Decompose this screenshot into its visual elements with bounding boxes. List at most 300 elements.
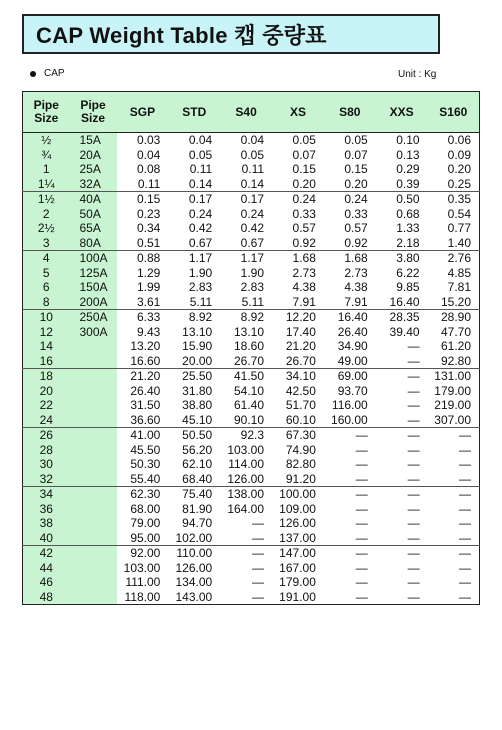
cell-weight: 0.24: [188, 206, 213, 221]
cell-dn-size: 65A: [70, 221, 117, 236]
cell-weight: 2.18: [396, 235, 420, 250]
cell-weight: 2.76: [428, 251, 480, 266]
cell-dn-size: [70, 502, 117, 517]
cell-weight: 0.04: [136, 147, 161, 162]
cell-weight: 0.17: [168, 192, 220, 207]
cell-weight: 61.20: [440, 339, 471, 354]
cell-weight: 41.50: [220, 369, 272, 384]
cell-weight: 94.70: [182, 516, 213, 531]
cell-weight: 116.00: [331, 398, 368, 413]
cell-weight: 103.00: [227, 442, 265, 457]
table-row: [23, 384, 480, 399]
cell-weight: 15.90: [182, 339, 213, 354]
cell-weight: 91.20: [285, 471, 316, 486]
table-row: [23, 325, 480, 340]
cell-weight: 13.20: [130, 339, 161, 354]
cell-weight: —: [407, 353, 420, 368]
cell-weight: 138.00: [220, 487, 272, 502]
table-row: [23, 443, 480, 458]
cell-weight: 2.83: [188, 280, 213, 295]
cell-weight: 25.50: [168, 369, 220, 384]
cell-weight: —: [459, 471, 471, 486]
cell-dn-size: [70, 575, 117, 590]
cell-inch-size: 1: [23, 162, 70, 177]
cell-weight: 51.70: [285, 398, 316, 413]
cell-inch-size: 18: [23, 369, 70, 384]
cell-weight: 9.85: [396, 280, 420, 295]
cell-weight: 179.00: [434, 383, 471, 398]
cell-weight: —: [252, 516, 265, 531]
cell-weight: 0.20: [292, 176, 316, 191]
cell-weight: 0.25: [447, 176, 471, 191]
cell-weight: 2.73: [292, 265, 316, 280]
cell-weight: 0.50: [376, 192, 428, 207]
cell-weight: 0.15: [117, 192, 169, 207]
table-row: [23, 295, 480, 310]
cell-weight: —: [252, 560, 265, 575]
cell-weight: 1.17: [168, 251, 220, 266]
cell-weight: —: [355, 575, 368, 590]
cell-dn-size: 125A: [70, 266, 117, 281]
cell-weight: 31.50: [130, 398, 161, 413]
cell-weight: —: [376, 369, 428, 384]
cell-weight: 7.91: [292, 294, 316, 309]
cell-weight: 134.00: [175, 575, 213, 590]
cell-weight: 1.68: [324, 251, 376, 266]
cell-weight: 42.50: [285, 383, 316, 398]
cell-inch-size: 3: [23, 236, 70, 251]
header-s160: S160: [428, 92, 480, 133]
table-row: [23, 207, 480, 222]
cell-weight: 0.20: [447, 162, 471, 177]
cell-weight: 0.33: [344, 206, 368, 221]
cell-weight: —: [459, 457, 471, 472]
cell-weight: —: [252, 530, 265, 545]
cell-inch-size: ½: [23, 133, 70, 148]
cap-weight-table: [22, 91, 480, 605]
cell-weight: 118.00: [124, 589, 161, 604]
cell-weight: —: [376, 487, 428, 502]
cell-weight: 54.10: [234, 383, 265, 398]
cell-weight: —: [355, 457, 368, 472]
cell-weight: —: [355, 560, 368, 575]
table-row: [23, 546, 480, 561]
table-row: [23, 339, 480, 354]
cell-weight: 0.09: [447, 147, 471, 162]
cell-weight: —: [407, 589, 420, 604]
cell-dn-size: [70, 516, 117, 531]
cell-weight: —: [407, 339, 420, 354]
cell-weight: 0.24: [272, 192, 324, 207]
cell-weight: 0.23: [136, 206, 161, 221]
table-row: [23, 531, 480, 546]
cell-weight: 0.35: [428, 192, 480, 207]
cell-dn-size: [70, 413, 117, 428]
cell-weight: —: [459, 560, 471, 575]
cell-weight: 0.14: [240, 176, 265, 191]
table-body: [23, 133, 480, 605]
cell-weight: 0.34: [136, 221, 161, 236]
cell-weight: 7.81: [447, 280, 471, 295]
cell-dn-size: [70, 546, 117, 561]
cell-weight: 62.10: [182, 457, 213, 472]
cell-weight: 26.40: [337, 324, 368, 339]
cell-weight: —: [407, 516, 420, 531]
cell-weight: 1.68: [272, 251, 324, 266]
cell-inch-size: 4: [23, 251, 70, 266]
table-row: [23, 354, 480, 369]
cell-inch-size: 48: [23, 590, 70, 605]
cell-weight: —: [407, 501, 420, 516]
cell-weight: —: [407, 412, 420, 427]
table-row: [23, 221, 480, 236]
cell-dn-size: 200A: [70, 295, 117, 310]
cell-inch-size: 46: [23, 575, 70, 590]
cell-weight: 21.20: [117, 369, 169, 384]
cell-weight: 0.04: [188, 133, 213, 148]
cell-weight: 0.24: [240, 206, 265, 221]
cell-inch-size: 1¼: [23, 177, 70, 192]
cell-dn-size: [70, 398, 117, 413]
cell-weight: 9.43: [136, 324, 161, 339]
cell-weight: —: [428, 487, 480, 502]
cell-inch-size: ¾: [23, 148, 70, 163]
cell-weight: 15.20: [440, 294, 471, 309]
cell-weight: 160.00: [331, 412, 368, 427]
cell-dn-size: 300A: [70, 325, 117, 340]
cell-weight: 49.00: [337, 353, 368, 368]
page-title: CAP Weight Table 캡 중량표: [36, 22, 327, 48]
cell-weight: 0.06: [447, 133, 471, 148]
cell-weight: 1.17: [220, 251, 272, 266]
cell-weight: 1.40: [447, 235, 471, 250]
table-row: [23, 502, 480, 517]
cell-weight: 1.90: [240, 265, 265, 280]
cell-inch-size: 42: [23, 546, 70, 561]
cell-weight: —: [324, 428, 376, 443]
table-row: [23, 428, 480, 443]
cell-weight: 0.24: [324, 192, 376, 207]
cell-weight: 137.00: [279, 530, 316, 545]
cell-dn-size: [70, 561, 117, 576]
cell-weight: 6.33: [117, 310, 169, 325]
header-xs: XS: [272, 92, 324, 133]
cell-weight: 1.90: [188, 265, 213, 280]
cell-weight: 26.40: [130, 383, 161, 398]
cell-weight: 0.15: [344, 162, 368, 177]
cell-weight: —: [407, 560, 420, 575]
cell-dn-size: [70, 457, 117, 472]
cell-weight: 0.05: [292, 133, 316, 148]
cell-dn-size: 50A: [70, 207, 117, 222]
header-s40: S40: [220, 92, 272, 133]
cell-weight: 67.30: [272, 428, 324, 443]
cell-weight: 2.83: [240, 280, 265, 295]
cell-weight: 0.68: [396, 206, 420, 221]
cell-weight: —: [459, 501, 471, 516]
cell-weight: 0.33: [292, 206, 316, 221]
cell-weight: 110.00: [168, 546, 220, 561]
cell-weight: 0.92: [344, 235, 368, 250]
cell-inch-size: 2: [23, 207, 70, 222]
cell-weight: 39.40: [389, 324, 420, 339]
cell-weight: 56.20: [182, 442, 213, 457]
cell-weight: 0.11: [241, 162, 265, 177]
table-row: [23, 590, 480, 605]
cell-weight: 45.50: [130, 442, 161, 457]
cell-weight: 16.40: [324, 310, 376, 325]
cell-weight: 0.11: [189, 162, 213, 177]
cell-weight: 0.42: [188, 221, 213, 236]
table-row: [23, 561, 480, 576]
cell-weight: 60.10: [285, 412, 316, 427]
cell-weight: 81.90: [182, 501, 213, 516]
cell-weight: 131.00: [428, 369, 480, 384]
cell-weight: 50.30: [130, 457, 161, 472]
cell-dn-size: 15A: [70, 133, 117, 148]
cell-weight: 3.80: [376, 251, 428, 266]
cell-weight: 38.80: [182, 398, 213, 413]
cell-weight: 0.08: [136, 162, 161, 177]
cell-dn-size: [70, 531, 117, 546]
cell-weight: 93.70: [337, 383, 368, 398]
header-pipe-size-inch: Pipe Size: [23, 92, 70, 133]
cell-weight: 92.00: [117, 546, 169, 561]
cell-weight: 0.05: [188, 147, 213, 162]
cell-weight: 31.80: [182, 383, 213, 398]
cell-weight: 62.30: [117, 487, 169, 502]
cell-weight: —: [324, 487, 376, 502]
cell-weight: 0.11: [137, 176, 161, 191]
cell-dn-size: [70, 339, 117, 354]
cell-weight: 1.29: [136, 265, 161, 280]
cell-weight: 3.61: [136, 294, 161, 309]
cell-dn-size: [70, 472, 117, 487]
cell-weight: 0.67: [188, 235, 213, 250]
cell-dn-size: 40A: [70, 192, 117, 207]
table-row: [23, 575, 480, 590]
table-row: [23, 251, 480, 266]
cell-weight: 1.33: [396, 221, 420, 236]
cell-weight: 26.70: [285, 353, 316, 368]
cell-weight: 0.15: [292, 162, 316, 177]
cell-weight: 16.60: [130, 353, 161, 368]
cell-weight: —: [376, 546, 428, 561]
cell-weight: —: [407, 383, 420, 398]
cell-weight: 8.92: [168, 310, 220, 325]
cell-weight: 103.00: [123, 560, 161, 575]
cell-weight: 36.60: [130, 412, 161, 427]
cell-weight: 1.99: [136, 280, 161, 295]
cell-weight: 219.00: [434, 398, 471, 413]
cell-weight: 126.00: [279, 516, 316, 531]
cell-weight: 92.80: [440, 353, 471, 368]
cell-weight: 34.10: [272, 369, 324, 384]
table-row: [23, 310, 480, 325]
cell-weight: 20.00: [182, 353, 213, 368]
cell-inch-size: 14: [23, 339, 70, 354]
cell-inch-size: 28: [23, 443, 70, 458]
table-row: [23, 236, 480, 251]
table-row: [23, 413, 480, 428]
cell-weight: —: [459, 589, 471, 604]
table-row: [23, 162, 480, 177]
cell-inch-size: 12: [23, 325, 70, 340]
cell-weight: 0.92: [292, 235, 316, 250]
cell-weight: —: [407, 530, 420, 545]
cell-dn-size: [70, 428, 117, 443]
cell-weight: —: [220, 546, 272, 561]
cell-weight: 90.10: [234, 412, 265, 427]
cell-weight: 0.04: [240, 133, 265, 148]
cell-weight: 69.00: [324, 369, 376, 384]
cell-weight: —: [428, 428, 480, 443]
header-s80: S80: [324, 92, 376, 133]
legend-left: [30, 68, 65, 79]
cell-weight: 12.20: [272, 310, 324, 325]
cell-weight: —: [459, 442, 471, 457]
cell-weight: 126.00: [175, 560, 213, 575]
cell-inch-size: 2½: [23, 221, 70, 236]
cell-weight: —: [252, 575, 265, 590]
cell-weight: 0.05: [344, 133, 368, 148]
cell-weight: 13.10: [182, 324, 213, 339]
cell-inch-size: 8: [23, 295, 70, 310]
cell-weight: 0.17: [220, 192, 272, 207]
cell-inch-size: 20: [23, 384, 70, 399]
header-sgp: SGP: [117, 92, 169, 133]
cell-weight: 102.00: [175, 530, 213, 545]
cell-weight: 5.11: [241, 294, 265, 309]
cell-weight: 109.00: [279, 501, 316, 516]
cell-inch-size: 5: [23, 266, 70, 281]
cell-weight: —: [407, 471, 420, 486]
cell-inch-size: 16: [23, 354, 70, 369]
cell-dn-size: 20A: [70, 148, 117, 163]
cell-dn-size: 80A: [70, 236, 117, 251]
cell-weight: 100.00: [272, 487, 324, 502]
header-row: [23, 92, 480, 133]
cell-inch-size: 38: [23, 516, 70, 531]
cell-inch-size: 1½: [23, 192, 70, 207]
cell-dn-size: [70, 354, 117, 369]
cell-weight: —: [355, 589, 368, 604]
cell-weight: 147.00: [272, 546, 324, 561]
cell-weight: 28.90: [428, 310, 480, 325]
cell-weight: —: [407, 442, 420, 457]
table-row: [23, 192, 480, 207]
cell-weight: 7.91: [344, 294, 368, 309]
cell-weight: 307.00: [434, 412, 471, 427]
cell-dn-size: [70, 369, 117, 384]
header-xxs: XXS: [376, 92, 428, 133]
cell-weight: 16.40: [389, 294, 420, 309]
table-row: [23, 148, 480, 163]
table-row: [23, 516, 480, 531]
cell-inch-size: 24: [23, 413, 70, 428]
cell-inch-size: 22: [23, 398, 70, 413]
cell-dn-size: [70, 590, 117, 605]
cell-inch-size: 32: [23, 472, 70, 487]
cell-weight: —: [355, 516, 368, 531]
cell-inch-size: 44: [23, 561, 70, 576]
cell-weight: 179.00: [279, 575, 316, 590]
cell-weight: 111.00: [125, 575, 161, 590]
cell-weight: —: [355, 442, 368, 457]
cell-dn-size: [70, 487, 117, 502]
title-box: [22, 14, 440, 54]
cell-weight: —: [459, 575, 471, 590]
cell-weight: 191.00: [279, 589, 316, 604]
cell-weight: 61.40: [234, 398, 265, 413]
cell-weight: 0.54: [447, 206, 471, 221]
cell-inch-size: 6: [23, 280, 70, 295]
cell-weight: —: [407, 457, 420, 472]
cell-weight: 92.3: [220, 428, 272, 443]
table-row: [23, 369, 480, 384]
cell-weight: 21.20: [285, 339, 316, 354]
cell-weight: 126.00: [227, 471, 265, 486]
table-row: [23, 398, 480, 413]
cell-weight: 0.57: [292, 221, 316, 236]
cell-weight: 45.10: [182, 412, 213, 427]
cell-weight: 4.38: [344, 280, 368, 295]
table-row: [23, 487, 480, 502]
cell-weight: 0.88: [117, 251, 169, 266]
cell-weight: 0.29: [396, 162, 420, 177]
cell-weight: 17.40: [285, 324, 316, 339]
cell-weight: 8.92: [220, 310, 272, 325]
table-row: [23, 472, 480, 487]
cell-inch-size: 34: [23, 487, 70, 502]
cell-weight: 26.70: [234, 353, 265, 368]
cell-weight: —: [355, 530, 368, 545]
cell-inch-size: 40: [23, 531, 70, 546]
cell-weight: 0.03: [136, 133, 161, 148]
cell-weight: —: [324, 546, 376, 561]
table-row: [23, 457, 480, 472]
cell-inch-size: 26: [23, 428, 70, 443]
bullet-icon: [30, 71, 36, 77]
cell-weight: 68.00: [130, 501, 161, 516]
cell-weight: 0.42: [240, 221, 265, 236]
cell-weight: 79.00: [130, 516, 161, 531]
cell-weight: 167.00: [279, 560, 316, 575]
cell-weight: 0.67: [240, 235, 265, 250]
cell-inch-size: 36: [23, 502, 70, 517]
unit-label: Unit : Kg: [398, 69, 437, 80]
cell-weight: 34.90: [337, 339, 368, 354]
cell-weight: 13.10: [234, 324, 265, 339]
cell-weight: 68.40: [182, 471, 213, 486]
cell-weight: —: [428, 546, 480, 561]
table-row: [23, 133, 480, 148]
cell-weight: —: [407, 398, 420, 413]
cell-weight: 74.90: [285, 442, 316, 457]
cell-weight: —: [459, 530, 471, 545]
cell-weight: —: [407, 575, 420, 590]
header-pipe-size-dn: Pipe Size: [70, 92, 117, 133]
header-std: STD: [168, 92, 220, 133]
cell-weight: 5.11: [189, 294, 213, 309]
cell-weight: 4.38: [292, 280, 316, 295]
cell-weight: 0.07: [344, 147, 368, 162]
cell-weight: —: [459, 516, 471, 531]
cell-weight: 55.40: [130, 471, 161, 486]
cell-weight: —: [376, 428, 428, 443]
cell-weight: 2.73: [344, 265, 368, 280]
cell-weight: 0.51: [136, 235, 161, 250]
